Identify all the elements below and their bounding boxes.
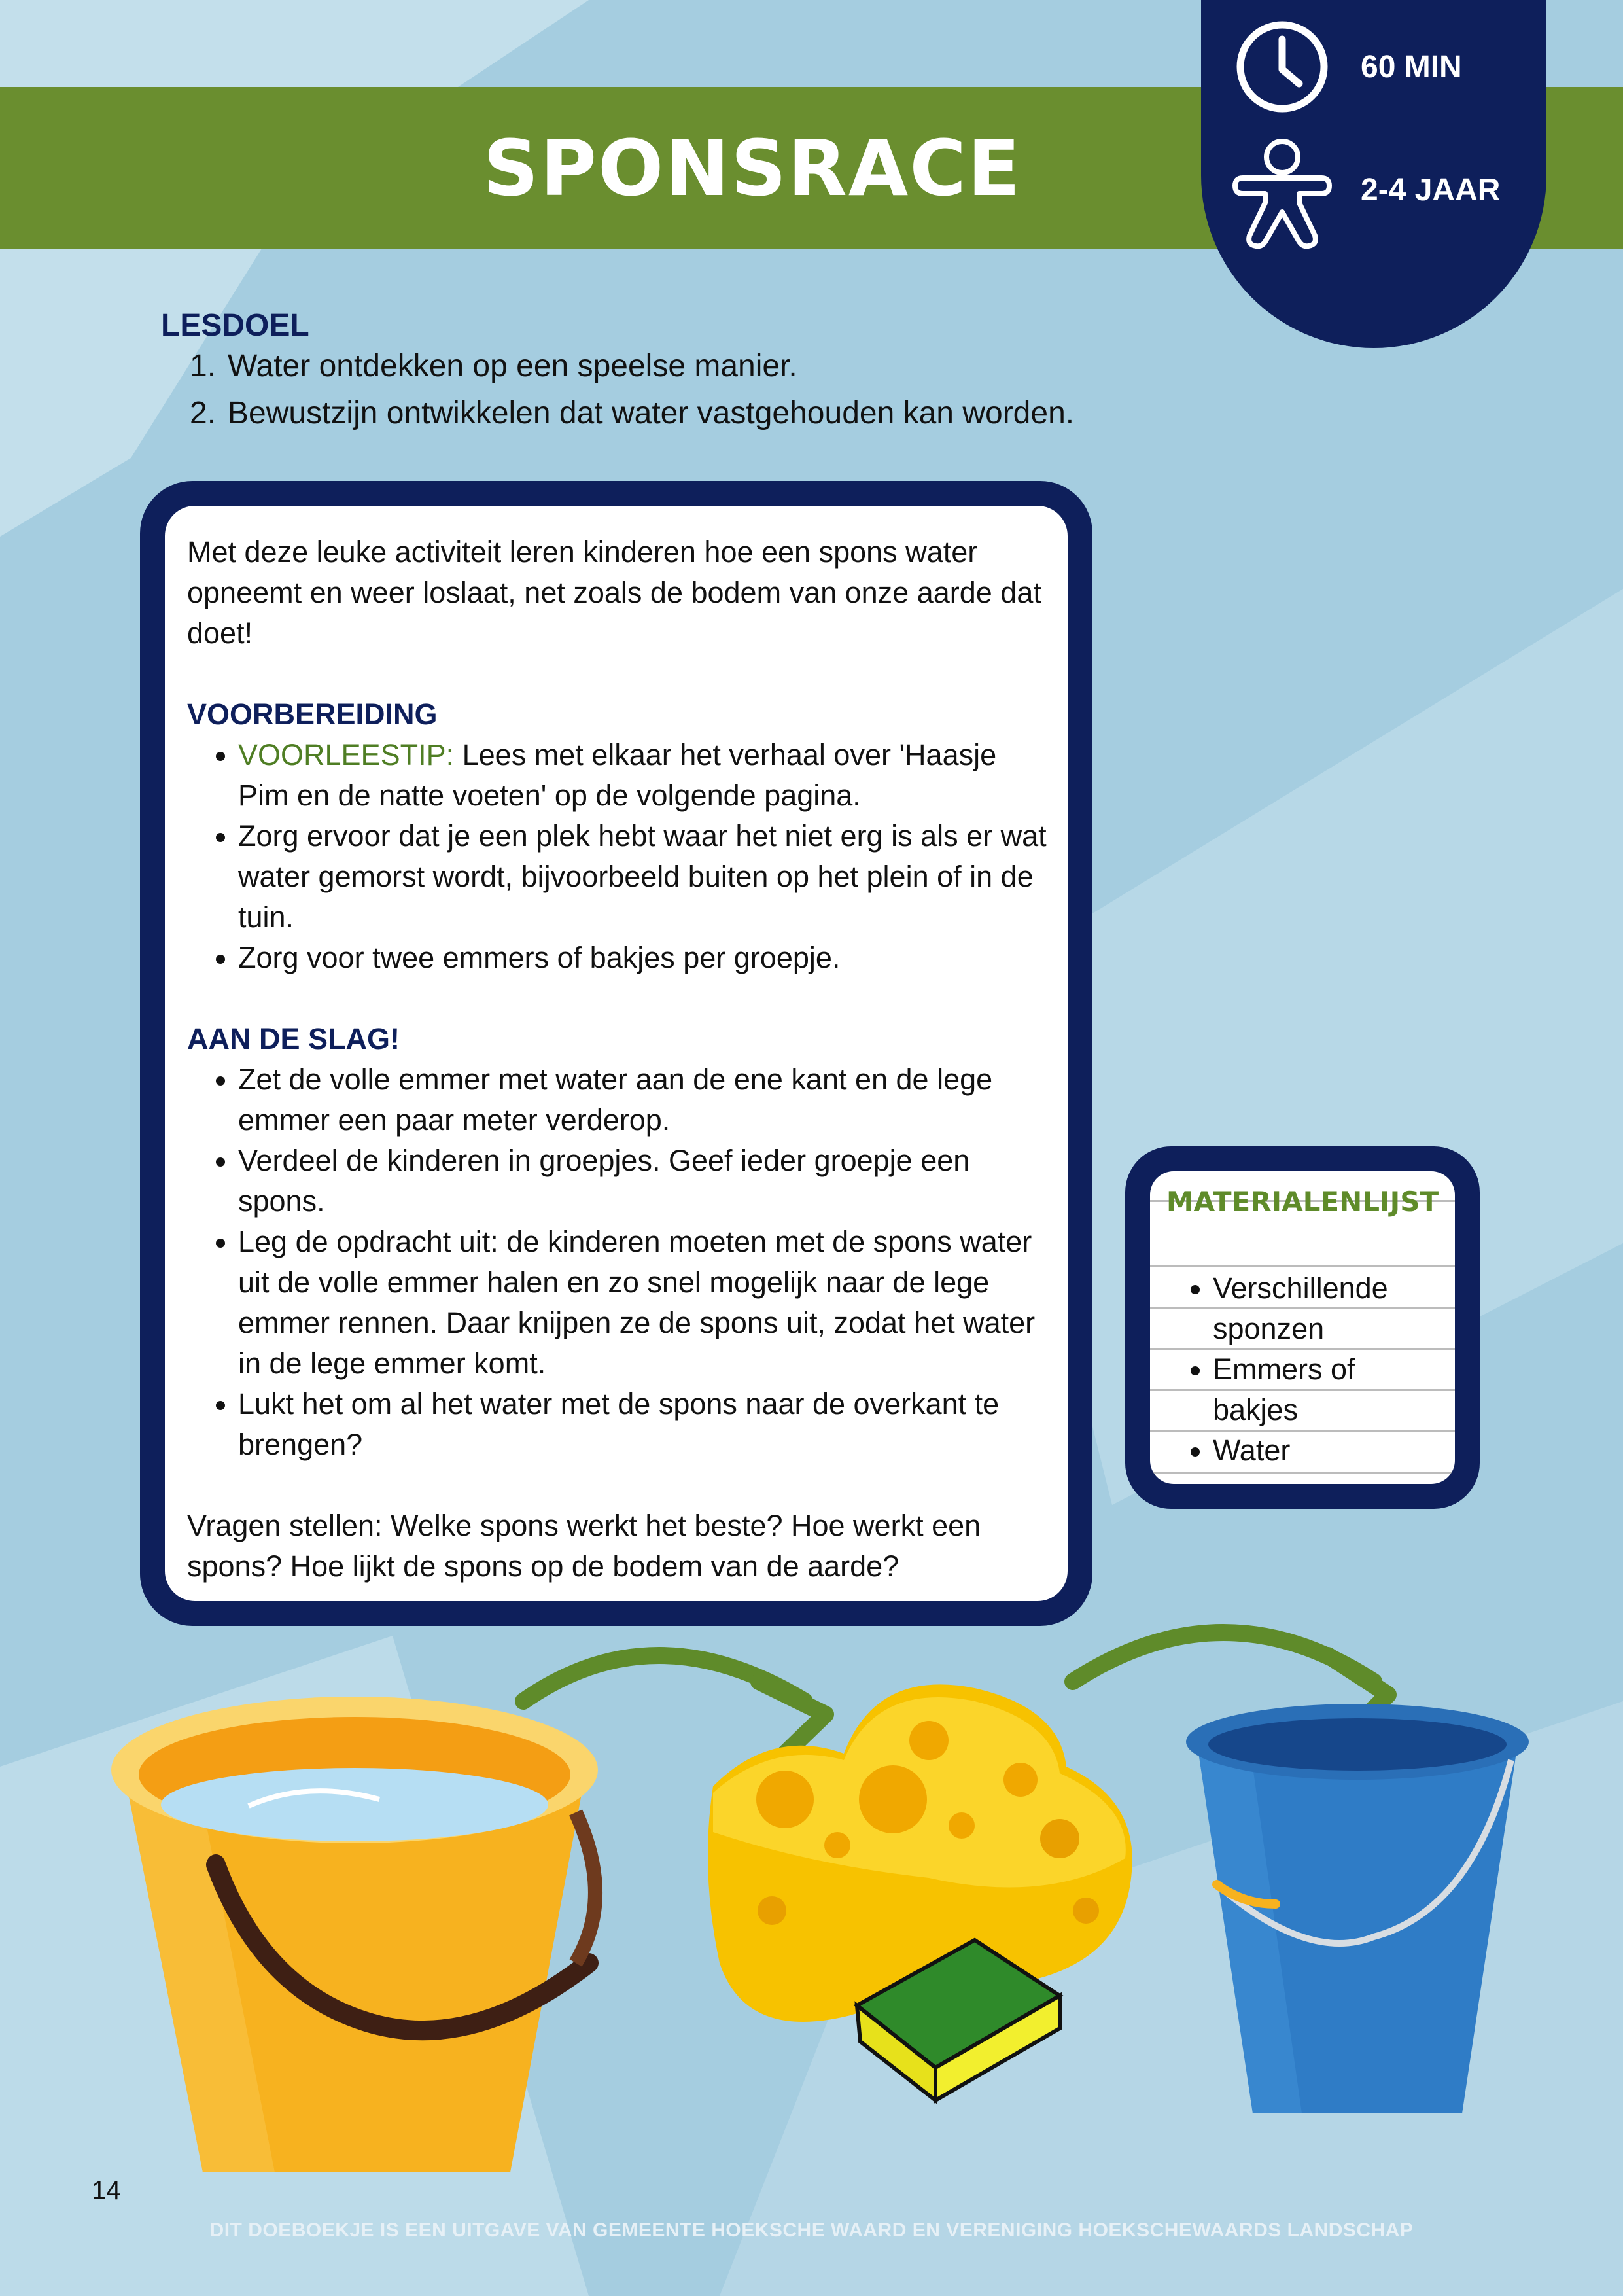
list-item: • Water bbox=[1213, 1430, 1429, 1471]
materials-card bbox=[1125, 1146, 1480, 1509]
list-item: • Lukt het om al het water met de spons naar de overkant te brengen? bbox=[238, 1384, 1048, 1465]
activity-card bbox=[140, 481, 1092, 1626]
activity-card-body bbox=[165, 506, 1068, 1601]
materials-card-body bbox=[1150, 1171, 1455, 1484]
yellow-bucket-icon bbox=[111, 1697, 598, 2172]
age-row bbox=[1201, 137, 1546, 242]
preparation-heading: VOORBEREIDING bbox=[187, 698, 438, 731]
buckets-illustration bbox=[0, 1597, 1623, 2185]
list-item: • Zorg voor twee emmers of bakjes per groepje. bbox=[238, 938, 1048, 978]
intro-text: Met deze leuke activiteit leren kinderen hoe een spons water opneemt en weer loslaat, net zoals de bodem van onze aarde dat doet! bbox=[187, 535, 1041, 650]
list-item: • Leg de opdracht uit: de kinderen moeten met de spons water uit de volle emmer halen en zo snel mogelijk naar de lege emmer rennen. Daar knijpen ze de spons uit, zodat het water in de lege emmer komt. bbox=[238, 1222, 1048, 1384]
goals-heading: LESDOEL bbox=[161, 308, 309, 343]
page-title: SPONSRACE bbox=[483, 122, 1022, 213]
steps-list bbox=[187, 1059, 1048, 1465]
goal-item: 1. Water ontdekken op een speelse manier. bbox=[190, 349, 797, 383]
read-aloud-tip-label: VOORLEESTIP: bbox=[238, 738, 455, 771]
questions-text: Vragen stellen: Welke spons werkt het beste? Hoe werkt een spons? Hoe lijkt de spons op de bodem van de aarde? bbox=[187, 1509, 981, 1583]
materials-list bbox=[1187, 1268, 1429, 1471]
child-figure-icon bbox=[1230, 131, 1335, 255]
arrow-head-icon bbox=[759, 1682, 826, 1754]
list-item: • Zet de volle emmer met water aan de ene kant en de lege emmer een paar meter verderop. bbox=[238, 1059, 1048, 1140]
age-text: 2-4 JAAR bbox=[1361, 172, 1501, 207]
info-badge bbox=[1201, 0, 1546, 348]
sponge-icon bbox=[708, 1684, 1132, 2100]
footer-credit: DIT DOEBOEKJE IS EEN UITGAVE VAN GEMEENTE HOEKSCHE WAARD EN VERENIGING HOEKSCHEWAARDS LANDSCHAP bbox=[209, 2219, 1414, 2241]
list-item: • VOORLEESTIP: Lees met elkaar het verhaal over 'Haasje Pim en de natte voeten' op de volgende pagina. bbox=[238, 735, 1048, 816]
materials-heading: MATERIALENLIJST bbox=[1166, 1186, 1439, 1218]
list-item: • Verdeel de kinderen in groepjes. Geef ieder groepje een spons. bbox=[238, 1140, 1048, 1222]
duration-text: 60 MIN bbox=[1361, 49, 1462, 84]
steps-heading: AAN DE SLAG! bbox=[187, 1022, 400, 1055]
goal-item: 2. Bewustzijn ontwikkelen dat water vastgehouden kan worden. bbox=[190, 396, 1075, 431]
duration-row bbox=[1201, 14, 1546, 119]
page-number: 14 bbox=[92, 2176, 121, 2205]
blue-bucket-icon bbox=[1186, 1704, 1529, 2113]
clock-icon bbox=[1230, 14, 1335, 119]
list-item: • Verschillende sponzen bbox=[1213, 1268, 1429, 1349]
list-item: • Zorg ervoor dat je een plek hebt waar het niet erg is als er wat water gemorst wordt, bijvoorbeeld buiten op het plein of in de tuin. bbox=[238, 816, 1048, 938]
preparation-list bbox=[187, 735, 1048, 978]
goals-list bbox=[190, 348, 1074, 442]
list-item: • Emmers of bakjes bbox=[1213, 1349, 1429, 1430]
